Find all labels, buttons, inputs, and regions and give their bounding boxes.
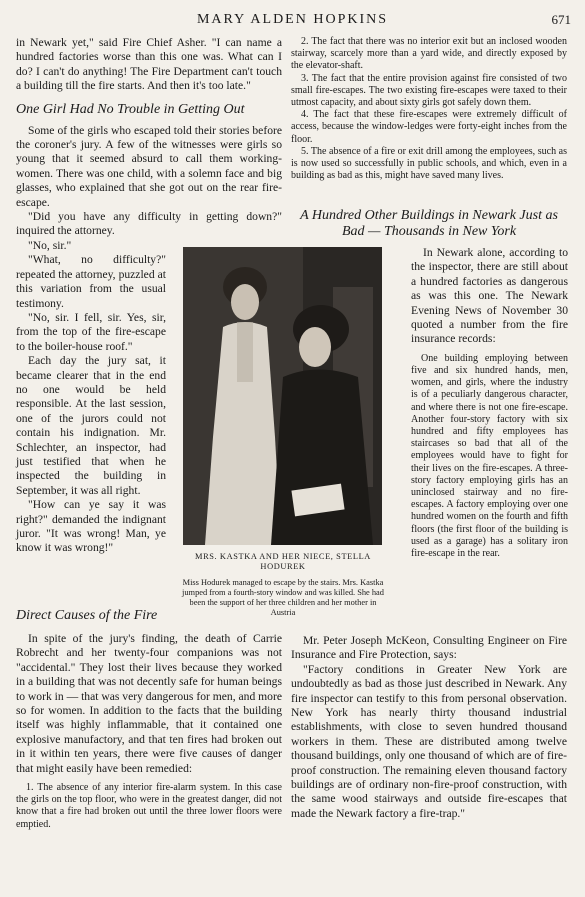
quote-paragraph: One building employing between five and six hundred hands, men, women, and girls, where the industry is of a peculiarly dangerous character, and where there is not one fire-escape. Another four-story factory with six hundred and fifty employees has staircases so bad that all of the employees would have to fight for their lives on the fire-escapes. A three-story factory employing girls has an uninclosed stairway and no fire-escapes. A factory employing over one hundred women on the fourth and fifth floors (the first floor of the building is used as a garage) has a solitary iron fire-escape in the rear. bbox=[411, 352, 568, 560]
paragraph: "Did you have any difficulty in getting down?" inquired the attorney. bbox=[16, 210, 282, 238]
running-title: MARY ALDEN HOPKINS bbox=[196, 12, 389, 27]
right-column-upper bbox=[291, 36, 567, 182]
left-column-bottom bbox=[16, 632, 282, 831]
right-column-beside-photo bbox=[411, 246, 568, 560]
paragraph: "No, sir." bbox=[28, 238, 72, 252]
list-item: 5. The absence of a fire or exit drill among the employees, such as is now used so successfully in public schools, and which, even in a building as bad as this, might have saved many lives. bbox=[291, 145, 567, 182]
paragraph: Each day the jury sat, it became clearer that in the end no one would be held responsible. At the last session, one of the jurors could not contain his indignation. Mr. Schlechter, an inspector, had just testified that when he inspected the building in September, it was all right. bbox=[16, 354, 166, 497]
paragraph: in Newark yet," said Fire Chief Asher. "I can name a hundred factories worse than this one was. What can I do? I can't do anything! The Fire Department can't touch a building till the fire starts. And then it's too late." bbox=[16, 36, 282, 93]
paragraph: Some of the girls who escaped told their stories before the coroner's jury. A few of the witnesses were girls so young that it seemed absurd to call them working-women. There was one child, with a solemn face and big glasses, who explained that she got out on the rear fire-escape. bbox=[16, 123, 282, 209]
list-item: 3. The fact that the entire provision against fire consisted of two small fire-escapes. The two existing fire-escapes were taxed to their utmost capacity, and about sixty girls got safely down them. bbox=[291, 72, 567, 109]
section-heading: Direct Causes of the Fire bbox=[16, 608, 158, 623]
paragraph: "No, sir. I fell, sir. Yes, sir, from the top of the fire-escape to the boiler-house roof." bbox=[16, 310, 166, 353]
paragraph: In spite of the jury's finding, the death of Carrie Robrecht and her twenty-four companions was not "accidental." They lost their lives because they worked in a building that was not decently safe for human beings to work in — that was very dangerous for men, and more so for women. In addition to the facts that the building itself was highly inflammable, that it contained one explosive manufactory, and that ten fires had broken out in it within ten years, there were five causes of danger that might easily have been remedied: bbox=[16, 632, 282, 775]
right-column-bottom bbox=[291, 634, 567, 821]
paragraph: "What, no difficulty?" repeated the attorney, puzzled at this variation from the usual testimony. bbox=[16, 253, 166, 310]
paragraph: Mr. Peter Joseph McKeon, Consulting Engineer on Fire Insurance and Fire Protection, says: bbox=[291, 634, 567, 662]
paragraph: In Newark alone, according to the inspector, there are still about a hundred factories as dangerous as was this one. The Newark Evening News of November 30 quoted a number from the fire insurance records: bbox=[411, 246, 568, 346]
section-heading: One Girl Had No Trouble in Getting Out bbox=[16, 101, 245, 117]
photo-illustration bbox=[183, 247, 382, 545]
quote-block bbox=[411, 353, 568, 560]
portrait-photo bbox=[183, 247, 382, 545]
list-item: 4. The fact that these fire-escapes were extremely difficult of access, because the window-ledges were forty-eight inches from the floor. bbox=[291, 109, 567, 145]
photo-caption: Miss Hodurek managed to escape by the stairs. Mrs. Kastka jumped from a fourth-story window and was killed. She had been the support of her three children and her mother in Austria bbox=[182, 578, 384, 617]
photo-caption-title: MRS. KASTKA AND HER NIECE, STELLA HODUREK bbox=[195, 552, 371, 571]
list-item: 2. The fact that there was no interior exit but an inclosed wooden stairway, scarcely more than a yard wide, and directly exposed by the elevator-shaft. bbox=[291, 36, 567, 72]
right-heading-wrap bbox=[291, 200, 567, 246]
list-item: 1. The absence of any interior fire-alarm system. In this case the girls on the top floor, who were in the greatest danger, did not know that a fire had broken out until the three lower floors were emptied. bbox=[16, 782, 282, 830]
paragraph: "How can ye say it was right?" demanded the indignant juror. "It was wrong! Man, ye know it was wrong!" bbox=[16, 498, 166, 555]
paragraph: "Factory conditions in Greater New York are undoubtedly as bad as those just described in Newark. Any fire inspector can testify to this from personal observation. New York has nearly thirty thousand industrial establishments, with close to seven hundred thousand workers in them. These are distributed among twelve thousand buildings, only one thousand of which are of fire-proof construction. The remaining eleven thousand factory buildings are of ordinary non-fire-proof construction, with the same wood stairways and outside fire-escapes that made the Newark factory a fire-trap." bbox=[291, 662, 567, 820]
list-block bbox=[16, 782, 282, 831]
page-number: 671 bbox=[551, 12, 571, 27]
section-heading: A Hundred Other Buildings in Newark Just as Bad — Thousands in New York bbox=[300, 208, 558, 239]
